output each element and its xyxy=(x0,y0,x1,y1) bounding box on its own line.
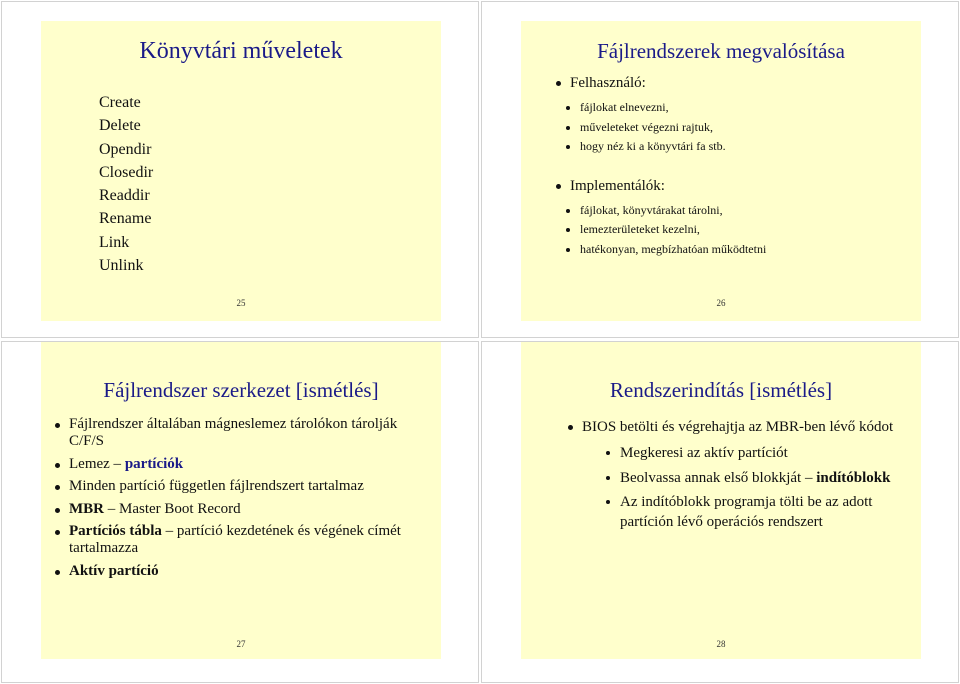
slide-27 xyxy=(41,342,441,659)
slide-content xyxy=(556,73,936,259)
slide-content xyxy=(568,417,928,537)
directory-operations-list xyxy=(99,91,153,277)
section-heading: Implementálók: xyxy=(556,176,936,196)
list-item: lemezterületeket kezelni, xyxy=(566,220,936,240)
item-emphasis: indítóblokk xyxy=(816,469,891,486)
item-emphasis: Partíciós tábla xyxy=(69,523,162,539)
page-number: 25 xyxy=(236,298,246,308)
list-item xyxy=(55,501,430,518)
slide-28 xyxy=(521,342,921,659)
list-item: Aktív partíció xyxy=(55,563,430,580)
sublist xyxy=(566,201,936,260)
page-number: 27 xyxy=(236,639,246,649)
sublist xyxy=(606,443,928,532)
page-number: 26 xyxy=(716,298,726,308)
slide-frame-26 xyxy=(481,1,959,338)
list-item: fájlokat elnevezni, xyxy=(566,98,936,118)
list-item: Closedir xyxy=(99,163,154,181)
list-item: műveleteket végezni rajtuk, xyxy=(566,118,936,138)
slide-25 xyxy=(41,21,441,321)
list-item: Megkeresi az aktív partíciót xyxy=(606,443,928,463)
slide-frame-25 xyxy=(1,1,479,338)
slide-title: Rendszerindítás [ismétlés] xyxy=(609,378,833,402)
sublist xyxy=(566,98,936,157)
list-item: Unlink xyxy=(99,257,144,275)
list-item: Link xyxy=(99,233,130,251)
item-text: – partíció kezdetének és végének címét tartalmazza xyxy=(69,523,401,556)
list-item: Delete xyxy=(99,117,141,135)
section-heading: Felhasználó: xyxy=(556,73,936,93)
item-text: Lemez – xyxy=(69,455,125,472)
slide-26 xyxy=(521,21,921,321)
list-item xyxy=(55,523,430,557)
slide-frame-28 xyxy=(481,341,959,683)
page-number: 28 xyxy=(716,639,726,649)
item-text: – Master Boot Record xyxy=(104,500,241,517)
slide-title: Fájlrendszer szerkezet [ismétlés] xyxy=(103,378,379,402)
list-item: Fájlrendszer általában mágneslemez tárolókon tárolják C/F/S xyxy=(55,416,430,450)
list-item: Opendir xyxy=(99,140,152,158)
slide-title: Könyvtári műveletek xyxy=(139,38,343,64)
item-text: Beolvassa annak első blokkját – xyxy=(620,469,817,486)
list-item: Create xyxy=(99,94,141,111)
slide-frame-27 xyxy=(1,341,479,683)
list-item: BIOS betölti és végrehajtja az MBR-ben lévő kódot xyxy=(568,417,928,437)
list-item: hatékonyan, megbízhatóan működtetni xyxy=(566,240,936,260)
list-item: Rename xyxy=(99,210,152,228)
list-item: Minden partíció független fájlrendszert tartalmaz xyxy=(55,478,430,495)
list-item xyxy=(606,468,928,488)
list-item: hogy néz ki a könyvtári fa stb. xyxy=(566,137,936,157)
item-emphasis: MBR xyxy=(69,500,104,517)
slide-content xyxy=(55,416,430,585)
list-item: fájlokat, könyvtárakat tárolni, xyxy=(566,201,936,221)
list-item xyxy=(55,456,430,473)
list-item: Az indítóblokk programja tölti be az adott partíción lévő operációs rendszert xyxy=(606,492,928,532)
slide-title: Fájlrendszerek megvalósítása xyxy=(597,39,845,63)
item-emphasis: partíciók xyxy=(124,455,184,472)
list-item: Readdir xyxy=(99,187,150,205)
